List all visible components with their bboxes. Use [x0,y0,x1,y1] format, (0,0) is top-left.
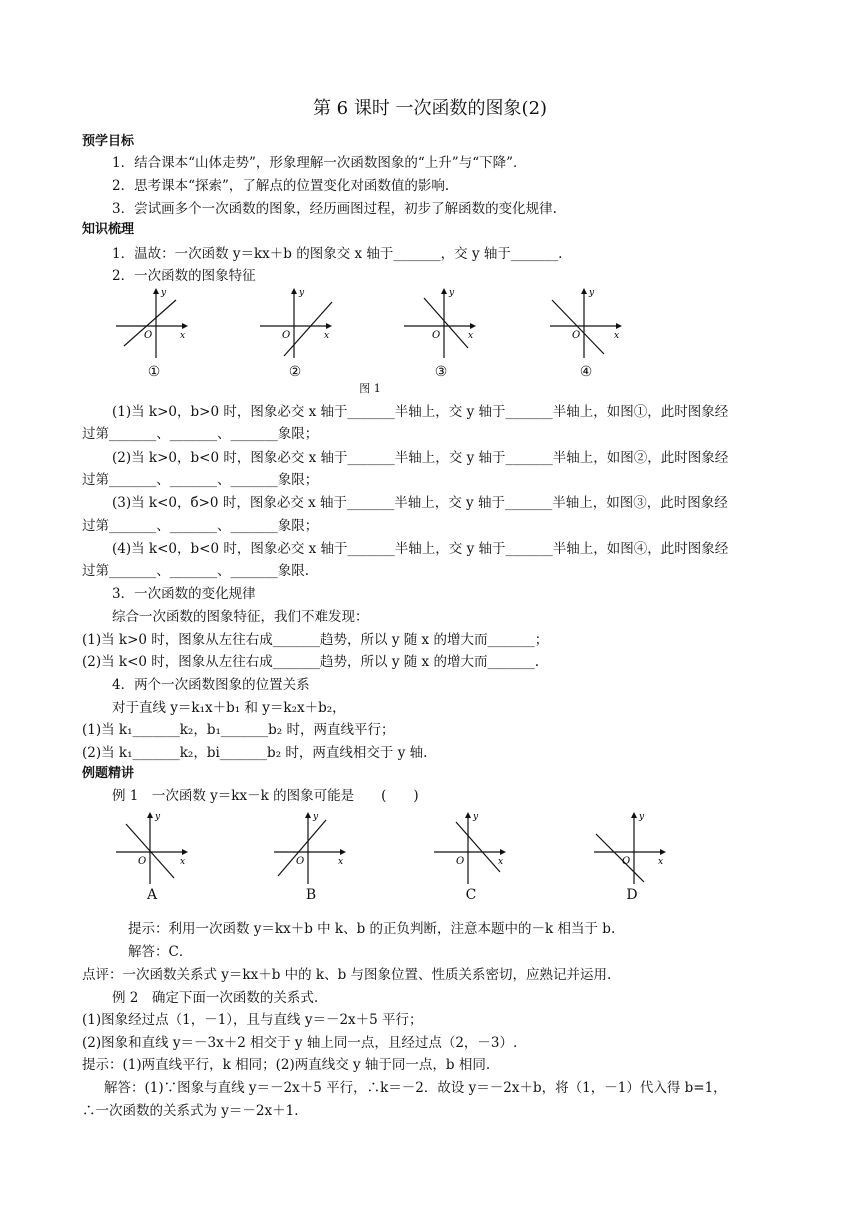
example-2-part-1: (1)图象经过点（1，－1），且与直线 y＝－2x＋5 平行； [82,1012,423,1028]
case-2-line-b: 过第_______、_______、_______象限； [82,472,319,488]
svg-text:O: O [432,330,441,341]
graph-3-caption: ③ [434,364,448,380]
svg-text:y: y [155,812,161,822]
graph-4-svg [544,284,634,364]
knowledge-item-4: 4．两个一次函数图象的位置关系 [112,677,310,693]
case-1-line-b: 过第_______、_______、_______象限； [82,426,319,442]
example-2-question: 例 2 确定下面一次函数的关系式. [112,990,319,1006]
goal-item-2: 2．思考课本“探索”，了解点的位置变化对函数值的影响. [112,178,450,194]
graph-3-svg [398,284,488,364]
option-graph-c-svg [428,806,518,886]
case-2-line-a: (2)当 k>0，b<0 时，图象必交 x 轴于_______半轴上，交 y 轴于_______半轴上，如图②，此时图象经 [112,450,729,466]
svg-text:O: O [622,856,631,867]
section-heading-knowledge: 知识梳理 [82,222,135,237]
svg-text:O: O [144,330,153,341]
example-1-answer: 解答：C． [128,944,193,960]
graph-4-caption: ④ [579,364,593,380]
svg-text:x: x [180,331,186,341]
option-graph-b [268,806,358,890]
svg-text:x: x [498,857,504,867]
svg-text:y: y [161,288,167,298]
svg-text:x: x [468,331,474,341]
example-1-hint: 提示：利用一次函数 y＝kx＋b 中 k、b 的正负判断，注意本题中的－k 相当于 b. [128,921,616,937]
knowledge-item-3: 3．一次函数的变化规律 [112,586,256,602]
graph-4 [544,284,634,368]
option-graph-a [110,806,200,890]
option-graph-d-svg [588,806,678,886]
goal-item-1: 1．结合课本“山体走势”，形象理解一次函数图象的“上升”与“下降”． [112,155,527,171]
example-1-question: 例 1 一次函数 y＝kx－k 的图象可能是 ( ) [112,788,419,804]
option-graph-c [428,806,518,890]
graph-3 [398,284,488,368]
svg-text:x: x [614,331,620,341]
option-graph-b-svg [268,806,358,886]
goal-item-3: 3．尝试画多个一次函数的图象，经历画图过程，初步了解函数的变化规律. [112,201,557,217]
case-3-line-a: (3)当 k<0，б>0 时，图象必交 x 轴于_______半轴上，交 y 轴于_______半轴上，如图③，此时图象经 [112,495,728,511]
page-title: 第 6 课时 一次函数的图象(2) [312,98,548,119]
svg-text:O: O [296,856,305,867]
example-2-answer-b: ∴一次函数的关系式为 y＝－2x＋1. [82,1103,299,1119]
knowledge-item-4-rule-2: (2)当 k₁_______k₂，bi_______b₂ 时，两直线相交于 y 轴. [82,745,428,761]
svg-text:O: O [282,330,291,341]
section-heading-examples: 例题精讲 [82,766,135,781]
knowledge-item-3-rule-2: (2)当 k<0 时，图象从左往右成_______趋势，所以 y 随 x 的增大而_______. [82,654,539,670]
svg-text:y: y [639,812,645,822]
knowledge-item-4-intro: 对于直线 y＝k₁x＋b₁ 和 y＝k₂x＋b₂， [112,700,346,716]
svg-text:x: x [338,857,344,867]
knowledge-item-3-intro: 综合一次函数的图象特征，我们不难发现： [112,609,369,625]
figure-1-label: 图 1 [359,382,381,395]
case-1-line-a: (1)当 k>0，b>0 时，图象必交 x 轴于_______半轴上，交 y 轴于_______半轴上，如图①，此时图象经 [112,404,729,420]
knowledge-item-2: 2．一次函数的图象特征 [112,268,256,284]
knowledge-item-1: 1．温故：一次函数 y＝kx＋b 的图象交 x 轴于_______，交 y 轴于_______. [112,246,563,262]
graph-2-svg [254,284,344,364]
graph-1-svg [110,284,200,364]
svg-text:y: y [473,812,479,822]
svg-text:x: x [658,857,664,867]
option-graph-d [588,806,678,890]
knowledge-item-4-rule-1: (1)当 k₁_______k₂，b₁_______b₂ 时，两直线平行； [82,722,395,738]
option-d-caption: D [626,887,638,903]
example-1-comment: 点评：一次函数关系式 y＝kx＋b 中的 k、b 与图象位置、性质关系密切，应熟记并运用. [82,967,612,983]
case-4-line-b: 过第_______、_______、_______象限. [82,563,310,579]
option-a-caption: A [146,887,158,903]
option-b-caption: B [305,887,317,903]
option-graph-a-svg [110,806,200,886]
example-2-hint: 提示：(1)两直线平行，k 相同；(2)两直线交 y 轴于同一点，b 相同. [82,1057,491,1073]
example-2-part-2: (2)图象和直线 y＝－3x＋2 相交于 y 轴上同一点，且经过点（2，－3）. [82,1035,518,1051]
knowledge-item-3-rule-1: (1)当 k>0 时，图象从左往右成_______趋势，所以 y 随 x 的增大而_______； [82,632,549,648]
graph-2-caption: ② [288,364,302,380]
svg-text:O: O [138,856,147,867]
svg-text:y: y [449,288,455,298]
section-heading-goals: 预学目标 [82,134,135,149]
svg-text:y: y [299,288,305,298]
svg-text:x: x [324,331,330,341]
graph-1 [110,284,200,368]
svg-text:x: x [180,857,186,867]
option-c-caption: C [465,887,477,903]
graph-1-caption: ① [147,364,161,380]
case-4-line-a: (4)当 k<0，b<0 时，图象必交 x 轴于_______半轴上，交 y 轴于_______半轴上，如图④，此时图象经 [112,541,729,557]
case-3-line-b: 过第_______、_______、_______象限； [82,518,319,534]
svg-text:y: y [589,288,595,298]
svg-text:y: y [313,812,319,822]
example-2-answer-a: 解答：(1)∵图象与直线 y＝－2x＋5 平行，∴k＝－2．故设 y＝－2x＋b，将（1，－1）代入得 b=1， [104,1080,727,1096]
svg-text:O: O [572,330,581,341]
svg-text:O: O [456,856,465,867]
graph-2 [254,284,344,368]
